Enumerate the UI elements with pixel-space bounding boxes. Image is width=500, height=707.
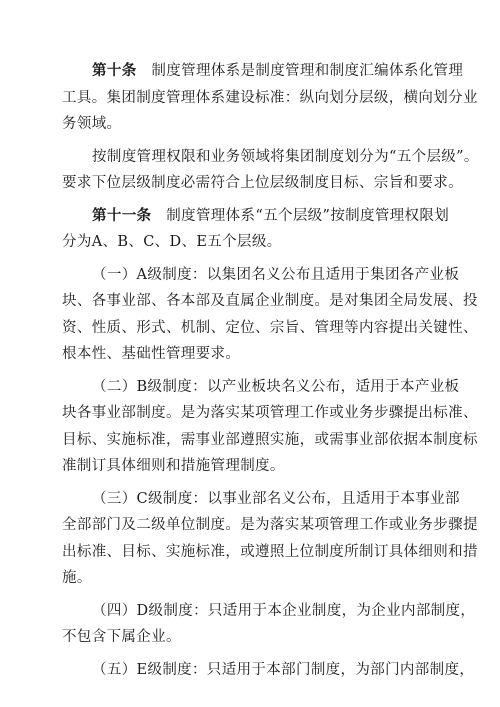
level-a-line-4: 根本性、基础性管理要求。 — [62, 346, 241, 362]
level-b-line-3: 目标、实施标准，需事业部遵照实施，或需事业部依据本制度标 — [62, 431, 478, 448]
paragraph-five-levels-line-1: 按制度管理权限和业务领域将集团制度划分为“五个层级”。 — [92, 148, 479, 165]
article-11-line-2: 分为A、B、C、D、E五个层级。 — [62, 234, 282, 250]
level-b-paragraph — [62, 374, 478, 480]
article-10-line-3: 务领域。 — [62, 116, 122, 132]
level-c-line-4: 施。 — [62, 570, 92, 586]
level-c-line-2: 全部部门及二级单位制度。是为落实某项管理工作或业务步骤提 — [62, 517, 478, 533]
level-e-paragraph — [62, 657, 475, 684]
article-10-line-1 — [62, 58, 464, 85]
paragraph-five-levels — [62, 144, 479, 197]
level-b-line-4: 准制订具体细则和措施管理制度。 — [62, 458, 285, 474]
document-body — [62, 58, 479, 689]
level-b-line-1: （二）B级制度：以产业板块名义公布，适用于本产业板 — [92, 378, 460, 395]
article-11-line-1-text: 制度管理体系“五个层级”按制度管理权限划 — [151, 207, 450, 224]
level-d-line-1: （四）D级制度：只适用于本企业制度，为企业内部制度， — [92, 602, 476, 619]
level-c-line-3: 出标准、目标、实施标准，或遵照上位制度所制订具体细则和措 — [62, 543, 478, 560]
article-11-line-1 — [62, 203, 454, 230]
level-b-line-2: 块各事业部制度。是为落实某项管理工作或业务步骤提出标准、 — [62, 405, 478, 421]
article-10-heading: 第十条 — [92, 62, 137, 79]
level-c-line-1: （三）C级制度：以事业部名义公布，且适用于本事业部 — [92, 490, 460, 507]
level-a-line-1: （一）A级制度：以集团名义公布且适用于集团各产业板 — [92, 266, 460, 283]
article-10-line-2: 工具。集团制度管理体系建设标准：纵向划分层级，横向划分业 — [62, 89, 478, 106]
article-10-line-1-text: 制度管理体系是制度管理和制度汇编体系化管理 — [136, 63, 464, 79]
article-10 — [62, 58, 478, 138]
level-e-line-1: （五）E级制度：只适用于本部门制度，为部门内部制度， — [92, 661, 475, 678]
article-11-heading: 第十一条 — [92, 206, 152, 224]
level-a-paragraph — [62, 262, 478, 368]
level-c-paragraph — [62, 486, 478, 592]
level-d-paragraph — [62, 598, 476, 651]
level-a-line-3: 资、性质、形式、机制、定位、宗旨、管理等内容提出关键性、 — [62, 319, 478, 336]
paragraph-five-levels-line-2: 要求下位层级制度必需符合上位层级制度目标、宗旨和要求。 — [62, 175, 463, 191]
level-d-line-2: 不包含下属企业。 — [62, 629, 181, 645]
level-a-line-2: 块、各事业部、各本部及直属企业制度。是对集团全局发展、投 — [62, 293, 478, 309]
article-11 — [62, 203, 454, 256]
